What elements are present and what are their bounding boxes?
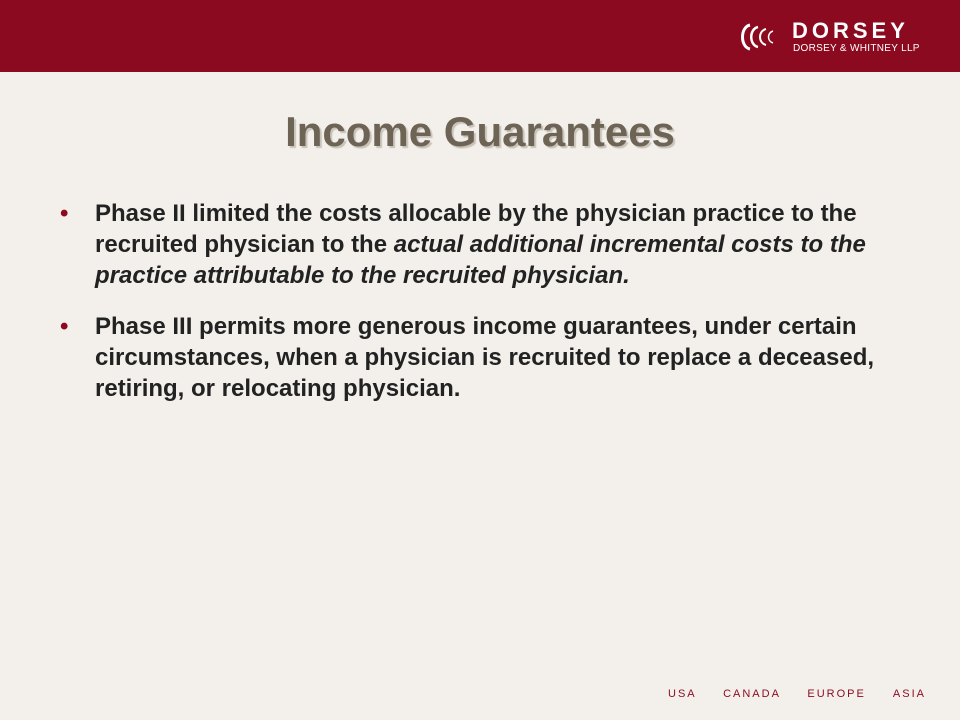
bullet-list — [60, 198, 910, 424]
footer-region: CANADA — [723, 688, 781, 700]
bullet-text-plain: Phase II limited the costs allocable by the physician practice to the recruited physician to the — [95, 200, 857, 258]
bullet-dot-icon: • — [60, 200, 69, 227]
logo-name: DORSEY — [792, 18, 909, 43]
logo-subtitle: DORSEY & WHITNEY LLP — [793, 43, 920, 54]
bullet-text-plain: Phase III permits more generous income guarantees, under certain circumstances, when a physician is recruited to replace a deceased, retiring, or relocating physician. — [95, 313, 875, 402]
bullet-text-italic: actual additional incremental costs to the practice attributable to the recruited physician. — [95, 231, 866, 289]
slide-title: Income Guarantees — [285, 108, 675, 155]
dorsey-logo — [736, 18, 936, 58]
footer-region: EUROPE — [807, 688, 866, 700]
footer-region: USA — [668, 688, 697, 700]
footer-region: ASIA — [892, 688, 926, 700]
bullet-dot-icon: • — [60, 313, 69, 340]
bullet-item — [60, 198, 910, 291]
dorsey-swoosh-icon — [736, 22, 780, 52]
header-band — [0, 0, 960, 72]
footer-regions — [646, 688, 926, 700]
bullet-item — [60, 311, 910, 404]
